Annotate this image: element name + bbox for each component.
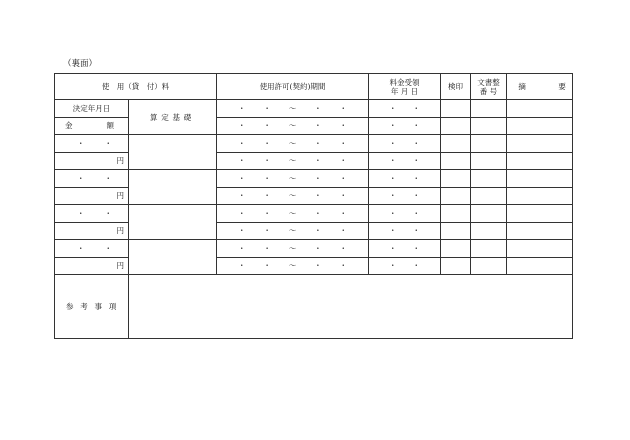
receipt-date-cell[interactable]: ・ ・ <box>369 100 441 118</box>
calc-basis-cell[interactable] <box>129 170 217 205</box>
receipt-date-cell[interactable]: ・ ・ <box>369 240 441 258</box>
decision-date-cell[interactable]: ・ ・ <box>55 135 129 153</box>
period-cell[interactable]: ・ ・ ～ ・ ・ <box>217 240 369 258</box>
receipt-date-cell[interactable]: ・ ・ <box>369 117 441 135</box>
period-cell[interactable]: ・ ・ ～ ・ ・ <box>217 117 369 135</box>
seal-cell[interactable] <box>441 170 471 188</box>
doc-no-cell[interactable] <box>471 257 507 275</box>
receipt-date-cell[interactable]: ・ ・ <box>369 170 441 188</box>
decision-date-cell[interactable]: ・ ・ <box>55 170 129 188</box>
calc-basis-label: 算定基礎 <box>129 100 217 135</box>
ledger-row <box>55 135 573 153</box>
summary-cell[interactable] <box>507 152 573 170</box>
notes-label: 参考事項 <box>55 275 129 339</box>
amount-cell[interactable]: 円 <box>55 187 129 205</box>
header-summary: 摘 要 <box>507 74 573 100</box>
summary-cell[interactable] <box>507 100 573 118</box>
calc-basis-cell[interactable] <box>129 135 217 170</box>
ledger-row <box>55 170 573 188</box>
seal-cell[interactable] <box>441 240 471 258</box>
calc-basis-cell[interactable] <box>129 240 217 275</box>
seal-cell[interactable] <box>441 257 471 275</box>
receipt-date-cell[interactable]: ・ ・ <box>369 152 441 170</box>
period-cell[interactable]: ・ ・ ～ ・ ・ <box>217 257 369 275</box>
doc-no-cell[interactable] <box>471 100 507 118</box>
seal-cell[interactable] <box>441 117 471 135</box>
decision-date-cell[interactable]: ・ ・ <box>55 240 129 258</box>
doc-no-cell[interactable] <box>471 135 507 153</box>
period-cell[interactable]: ・ ・ ～ ・ ・ <box>217 135 369 153</box>
receipt-date-cell[interactable]: ・ ・ <box>369 257 441 275</box>
header-period: 使用許可(契約)期間 <box>217 74 369 100</box>
doc-no-cell[interactable] <box>471 222 507 240</box>
amount-cell[interactable]: 円 <box>55 152 129 170</box>
doc-no-cell[interactable] <box>471 187 507 205</box>
notes-row <box>55 275 573 339</box>
header-receipt-date: 料金受領 年 月 日 <box>369 74 441 100</box>
seal-cell[interactable] <box>441 100 471 118</box>
period-cell[interactable]: ・ ・ ～ ・ ・ <box>217 100 369 118</box>
header-row <box>55 74 573 100</box>
doc-no-cell[interactable] <box>471 170 507 188</box>
header-fee: 使 用（貸 付）料 <box>55 74 217 100</box>
seal-cell[interactable] <box>441 152 471 170</box>
receipt-date-cell[interactable]: ・ ・ <box>369 205 441 223</box>
doc-no-cell[interactable] <box>471 152 507 170</box>
doc-no-cell[interactable] <box>471 117 507 135</box>
summary-cell[interactable] <box>507 187 573 205</box>
seal-cell[interactable] <box>441 187 471 205</box>
ledger-row <box>55 205 573 223</box>
seal-cell[interactable] <box>441 135 471 153</box>
summary-cell[interactable] <box>507 170 573 188</box>
seal-cell[interactable] <box>441 205 471 223</box>
notes-cell[interactable] <box>129 275 573 339</box>
page-label: （裏面） <box>63 59 98 69</box>
summary-cell[interactable] <box>507 240 573 258</box>
calc-basis-cell[interactable] <box>129 205 217 240</box>
ledger-row <box>55 240 573 258</box>
ledger-row <box>55 100 573 118</box>
amount-label: 金 額 <box>55 117 129 135</box>
doc-no-cell[interactable] <box>471 240 507 258</box>
amount-cell[interactable]: 円 <box>55 257 129 275</box>
usage-fee-ledger-table <box>54 73 573 339</box>
period-cell[interactable]: ・ ・ ～ ・ ・ <box>217 205 369 223</box>
summary-cell[interactable] <box>507 205 573 223</box>
period-cell[interactable]: ・ ・ ～ ・ ・ <box>217 152 369 170</box>
summary-cell[interactable] <box>507 257 573 275</box>
receipt-date-cell[interactable]: ・ ・ <box>369 135 441 153</box>
header-document-number: 文書整 番 号 <box>471 74 507 100</box>
period-cell[interactable]: ・ ・ ～ ・ ・ <box>217 170 369 188</box>
amount-cell[interactable]: 円 <box>55 222 129 240</box>
doc-no-cell[interactable] <box>471 205 507 223</box>
header-inspection-seal: 検印 <box>441 74 471 100</box>
decision-date-label: 決定年月日 <box>55 100 129 118</box>
seal-cell[interactable] <box>441 222 471 240</box>
receipt-date-cell[interactable]: ・ ・ <box>369 222 441 240</box>
summary-cell[interactable] <box>507 222 573 240</box>
period-cell[interactable]: ・ ・ ～ ・ ・ <box>217 187 369 205</box>
summary-cell[interactable] <box>507 117 573 135</box>
decision-date-cell[interactable]: ・ ・ <box>55 205 129 223</box>
period-cell[interactable]: ・ ・ ～ ・ ・ <box>217 222 369 240</box>
summary-cell[interactable] <box>507 135 573 153</box>
receipt-date-cell[interactable]: ・ ・ <box>369 187 441 205</box>
